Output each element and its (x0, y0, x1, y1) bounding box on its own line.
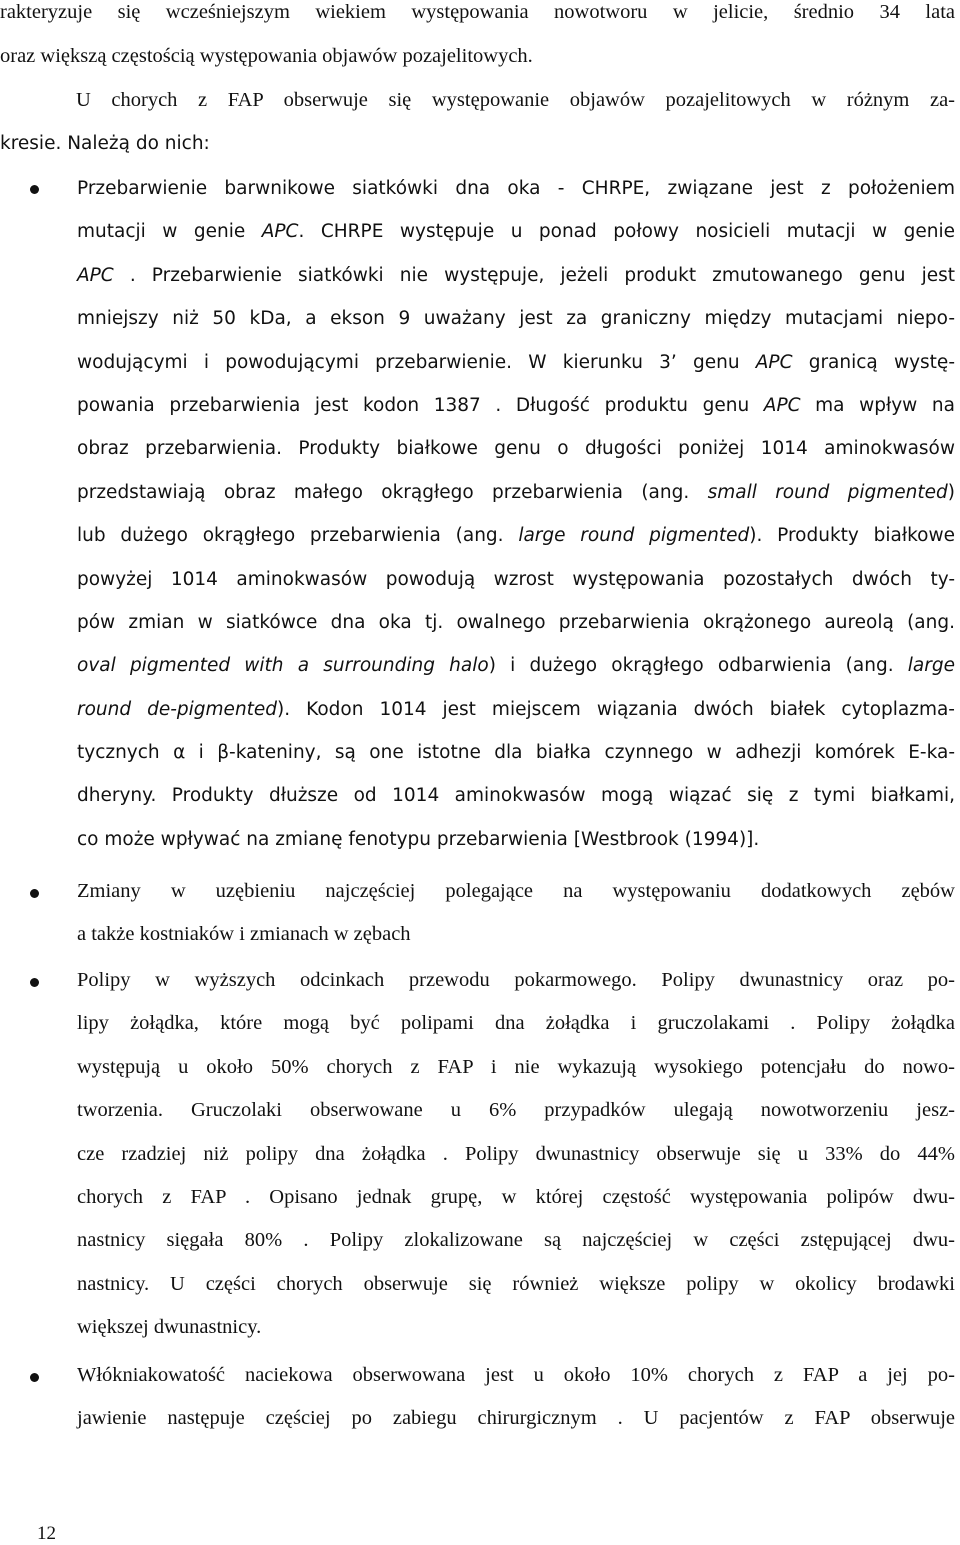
bullet-text (77, 970, 955, 1361)
text-line: pów zmian w siatkówce dna oka tj. owalnego przebarwienia okrążonego aureolą (ang. (77, 611, 955, 633)
text-line: APC . Przebarwienie siatkówki nie występuje, jeżeli produkt zmutowanego genu jest (77, 264, 955, 286)
text-line: występują u około 50% chorych z FAP i nie wykazują wysokiego potencjału do nowo- (77, 1055, 955, 1078)
text-line: jawienie następuje częściej po zabiegu chirurgicznym . U pacjentów z FAP obserwuje (77, 1407, 955, 1430)
text-line: mniejszy niż 50 kDa, a ekson 9 uważany jest za graniczny między mutacjami niepo- (77, 308, 955, 330)
bullet-icon (30, 185, 39, 194)
bullet-text (77, 1365, 955, 1452)
text-line: oval pigmented with a surrounding halo) i dużego okrągłego odbarwienia (ang. large (77, 655, 956, 677)
text-line: mutacji w genie APC. CHRPE występuje u ponad połowy nosicieli mutacji w genie (77, 221, 955, 243)
text-line: nastnicy. U części chorych obserwuje się również większe polipy w okolicy brodawki (77, 1272, 955, 1295)
text-line: powyżej 1014 aminokwasów powodują wzrost występowania pozostałych dwóch ty- (77, 568, 955, 590)
intro-paragraph (0, 2, 955, 89)
bullet-icon (30, 978, 39, 987)
text-line: chorych z FAP . Opisano jednak grupę, w której częstość występowania polipów dwu- (77, 1185, 955, 1208)
text-line: tworzenia. Gruczolaki obserwowane u 6% przypadków ulegają nowotworzeniu jesz- (77, 1099, 955, 1122)
text-line: co może wpływać na zmianę fenotypu przebarwienia [Westbrook (1994)]. (77, 828, 760, 850)
text-line: przedstawiają obraz małego okrągłego przebarwienia (ang. small round pigmented) (77, 481, 955, 503)
text-line: cze rzadziej niż polipy dna żołądka . Polipy dwunastnicy obserwuje się u 33% do 44% (77, 1142, 955, 1165)
text-line: większej dwunastnicy. (77, 1316, 262, 1339)
text-line: kresie. Należą do nich: (0, 133, 210, 154)
text-line: oraz większą częstością występowania objawów pozajelitowych. (0, 44, 533, 67)
page-number: 12 (37, 1523, 56, 1544)
text-line: Przebarwienie barwnikowe siatkówki dna oka - CHRPE, związane jest z położeniem (77, 178, 955, 199)
bullet-icon (30, 889, 39, 898)
bullet-icon (30, 1373, 39, 1382)
text-line: a także kostniaków i zmianach w zębach (77, 923, 411, 946)
bullet-text (77, 881, 955, 968)
text-line: tycznych α i β-kateniny, są one istotne dla białka czynnego w adhezji komórek E-ka- (77, 742, 955, 764)
text-line: lub dużego okrągłego przebarwienia (ang. large round pigmented). Produkty białkowe (77, 525, 955, 547)
text-line: nastnicy sięgała 80% . Polipy zlokalizowane są najczęściej w części zstępującej dwu- (77, 1229, 955, 1252)
text-line: round de-pigmented). Kodon 1014 jest miejscem wiązania dwóch białek cytoplazma- (77, 698, 955, 720)
text-line: lipy żołądka, które mogą być polipami dna żołądka i gruczolakami . Polipy żołądka (77, 1012, 955, 1035)
text-line: obraz przebarwienia. Produkty białkowe genu o długości poniżej 1014 aminokwasów (77, 438, 955, 460)
bullet-text (77, 178, 955, 872)
text-line: wodującymi i powodującymi przebarwienie. W kierunku 3’ genu APC granicą wystę- (77, 351, 955, 373)
text-line: U chorych z FAP obserwuje się występowanie objawów pozajelitowych w różnym za- (76, 89, 955, 111)
text-line: Polipy w wyższych odcinkach przewodu pokarmowego. Polipy dwunastnicy oraz po- (77, 969, 955, 991)
intro-paragraph-2 (0, 90, 955, 134)
text-line: rakteryzuje się wcześniejszym wiekiem występowania nowotworu w jelicie, średnio 34 lata (0, 1, 955, 23)
text-line: Zmiany w uzębieniu najczęściej polegające na występowaniu dodatkowych zębów (77, 880, 955, 902)
text-line: powania przebarwienia jest kodon 1387 . Długość produktu genu APC ma wpływ na (77, 394, 955, 416)
text-line: dheryny. Produkty dłuższe od 1014 aminokwasów mogą wiązać się z tymi białkami, (77, 785, 955, 807)
text-line: Włókniakowatość naciekowa obserwowana jest u około 10% chorych z FAP a jej po- (77, 1364, 955, 1386)
intro-paragraph-2-cont (0, 133, 955, 177)
